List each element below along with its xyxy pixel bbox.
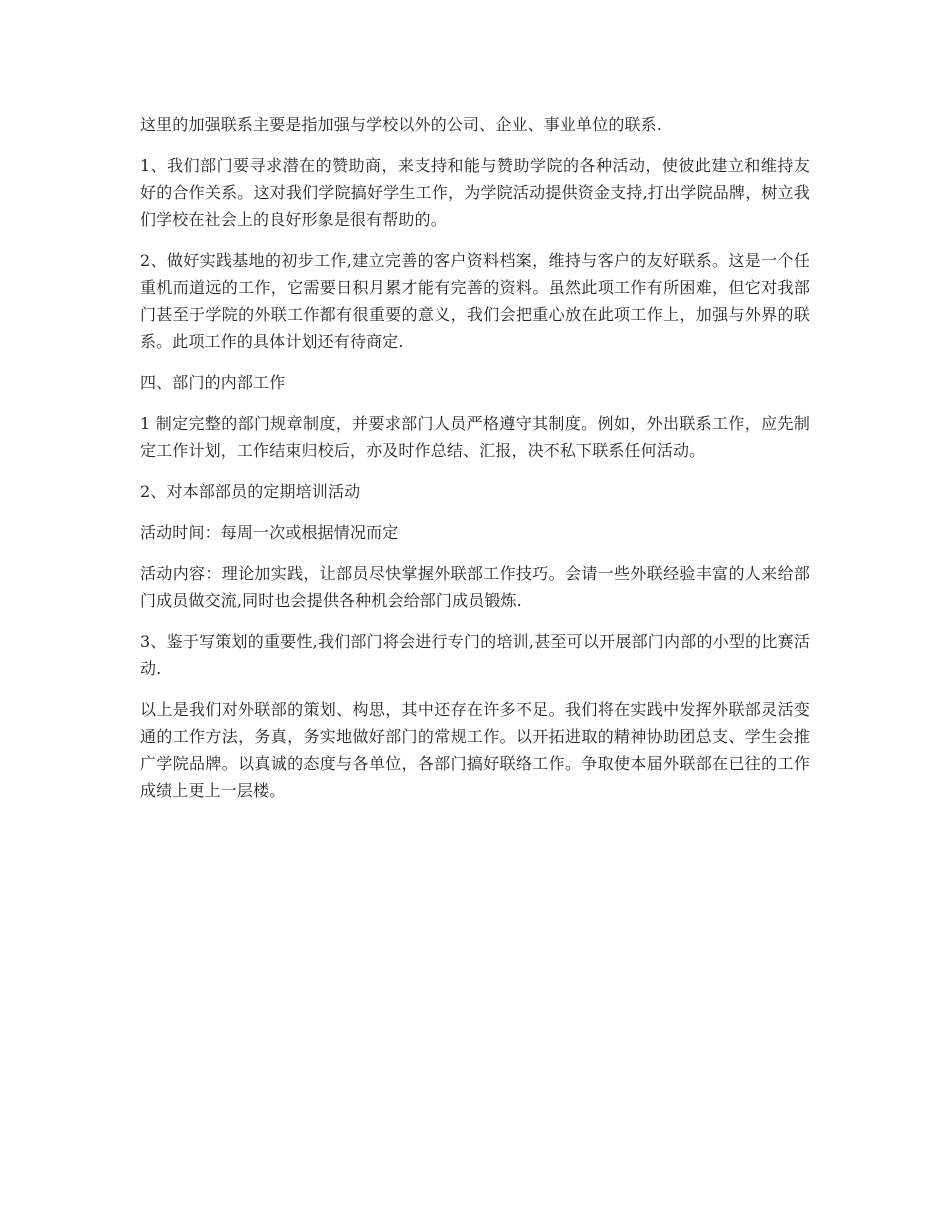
paragraph-practice-base: 2、做好实践基地的初步工作,建立完善的客户资料档案，维持与客户的友好联系。这是一个任重机而道远的工作，它需要日积月累才能有完善的资料。虽然此项工作有所困难，但它对我部门甚至于学院的外联工作都有很重要的意义，我们会把重心放在此项工作上，加强与外界的联系。此项工作的具体计划还有待商定.	[140, 251, 810, 351]
document-page	[140, 111, 810, 818]
paragraph-intro: 这里的加强联系主要是指加强与学校以外的公司、企业、事业单位的联系.	[140, 115, 663, 134]
paragraph-activity-content: 活动内容：理论加实践，让部员尽快掌握外联部工作技巧。会请一些外联经验丰富的人来给部门成员做交流,同时也会提供各种机会给部门成员锻炼.	[140, 564, 810, 610]
paragraph-planning-training: 3、鉴于写策划的重要性,我们部门将会进行专门的培训,甚至可以开展部门内部的小型的比赛活动.	[140, 632, 810, 678]
paragraph-training: 2、对本部部员的定期培训活动	[140, 482, 361, 501]
paragraph-sponsors: 1、我们部门要寻求潜在的赞助商，来支持和能与赞助学院的各种活动，使彼此建立和维持友好的合作关系。这对我们学院搞好学生工作，为学院活动提供资金支持,打出学院品牌，树立我们学校在社会上的良好形象是很有帮助的。	[140, 156, 810, 229]
paragraph-conclusion: 以上是我们对外联部的策划、构思，其中还存在许多不足。我们将在实践中发挥外联部灵活变通的工作方法，务真，务实地做好部门的常规工作。以开拓进取的精神协助团总支、学生会推广学院品牌。以真诚的态度与各单位，各部门搞好联络工作。争取使本届外联部在已往的工作成绩上更上一层楼。	[140, 700, 810, 800]
section-heading-internal-work: 四、部门的内部工作	[140, 373, 286, 392]
paragraph-activity-time: 活动时间：每周一次或根据情况而定	[140, 523, 399, 542]
paragraph-rules: 1 制定完整的部门规章制度，并要求部门人员严格遵守其制度。例如，外出联系工作，应先制定工作计划，工作结束归校后，亦及时作总结、汇报，决不私下联系任何活动。	[140, 414, 810, 460]
